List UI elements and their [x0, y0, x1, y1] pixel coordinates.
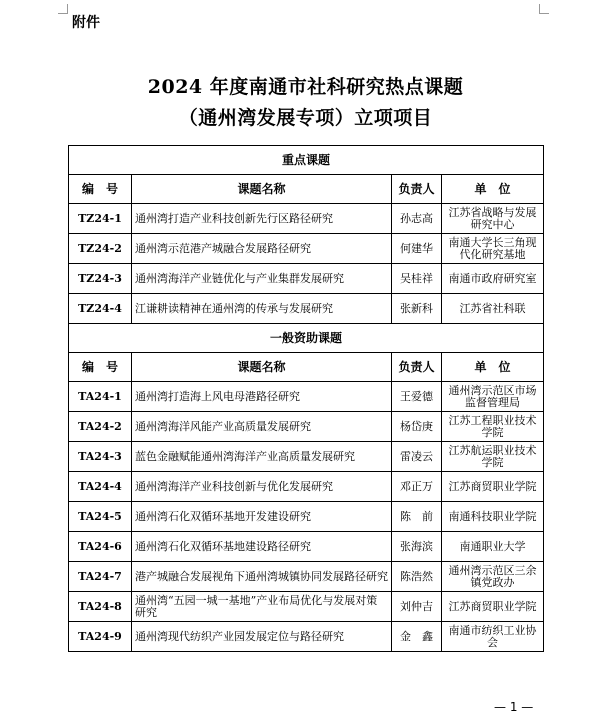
cell-person: 杨岱庚: [392, 412, 442, 442]
section-title: 重点课题: [69, 146, 544, 175]
cell-unit: 南通职业大学: [442, 532, 544, 562]
cell-code: TZ24-3: [69, 264, 132, 294]
column-header-person: 负责人: [392, 175, 442, 204]
table-row: [69, 592, 544, 622]
cell-person: 雷凌云: [392, 442, 442, 472]
cell-code: TA24-6: [69, 532, 132, 562]
cell-unit: 江苏省社科联: [442, 294, 544, 324]
section-header-row: [69, 146, 544, 175]
document-title-line2: （通州湾发展专项）立项项目: [178, 107, 433, 129]
table-row: [69, 264, 544, 294]
cell-code: TA24-4: [69, 472, 132, 502]
cell-unit: 通州湾示范区三余镇党政办: [442, 562, 544, 592]
cell-name: 蓝色金融赋能通州湾海洋产业高质量发展研究: [132, 442, 392, 472]
section-header-row: [69, 324, 544, 353]
column-header-name: 课题名称: [132, 175, 392, 204]
cell-name: 通州湾示范港产城融合发展路径研究: [132, 234, 392, 264]
cell-code: TA24-7: [69, 562, 132, 592]
table-row: [69, 294, 544, 324]
column-header-code: 编 号: [69, 353, 132, 382]
cell-code: TA24-2: [69, 412, 132, 442]
cell-unit: 江苏商贸职业学院: [442, 592, 544, 622]
table-row: [69, 472, 544, 502]
section-title: 一般资助课题: [69, 324, 544, 353]
cell-unit: 江苏省战略与发展研究中心: [442, 204, 544, 234]
cell-person: 张新科: [392, 294, 442, 324]
project-table-body: [69, 146, 544, 652]
cell-unit: 南通市政府研究室: [442, 264, 544, 294]
cell-person: 刘仲吉: [392, 592, 442, 622]
cell-name: 通州湾海洋风能产业高质量发展研究: [132, 412, 392, 442]
column-header-person: 负责人: [392, 353, 442, 382]
table-row: [69, 412, 544, 442]
cell-person: 邓正万: [392, 472, 442, 502]
column-header-code: 编 号: [69, 175, 132, 204]
cell-name: 通州湾现代纺织产业园发展定位与路径研究: [132, 622, 392, 652]
cell-code: TA24-1: [69, 382, 132, 412]
cell-code: TA24-8: [69, 592, 132, 622]
cell-code: TA24-9: [69, 622, 132, 652]
table-row: [69, 442, 544, 472]
cell-person: 张海滨: [392, 532, 442, 562]
cell-name: 通州湾打造海上风电母港路径研究: [132, 382, 392, 412]
cell-code: TZ24-4: [69, 294, 132, 324]
cell-person: 金 鑫: [392, 622, 442, 652]
cell-unit: 南通市纺织工业协会: [442, 622, 544, 652]
cell-name: 通州湾石化双循环基地开发建设研究: [132, 502, 392, 532]
cell-person: 陈浩然: [392, 562, 442, 592]
cell-name: 通州湾“五园一城一基地”产业布局优化与发展对策研究: [132, 592, 392, 622]
cell-unit: 南通大学长三角现代化研究基地: [442, 234, 544, 264]
page-corner-mark-left: [58, 4, 68, 14]
cell-code: TA24-3: [69, 442, 132, 472]
cell-name: 通州湾石化双循环基地建设路径研究: [132, 532, 392, 562]
table-row: [69, 502, 544, 532]
column-header-unit: 单 位: [442, 353, 544, 382]
cell-name: 通州湾打造产业科技创新先行区路径研究: [132, 204, 392, 234]
cell-name: 通州湾海洋产业科技创新与优化发展研究: [132, 472, 392, 502]
column-header-row: [69, 353, 544, 382]
document-title-line1: 2024 年度南通市社科研究热点课题: [147, 76, 464, 98]
cell-unit: 江苏航运职业技术学院: [442, 442, 544, 472]
table-row: [69, 204, 544, 234]
table-row: [69, 532, 544, 562]
cell-name: 江谦耕读精神在通州湾的传承与发展研究: [132, 294, 392, 324]
column-header-row: [69, 175, 544, 204]
page-corner-mark-right: [539, 4, 549, 14]
cell-person: 王爱德: [392, 382, 442, 412]
column-header-name: 课题名称: [132, 353, 392, 382]
table-row: [69, 234, 544, 264]
cell-person: 何建华: [392, 234, 442, 264]
cell-name: 港产城融合发展视角下通州湾城镇协同发展路径研究: [132, 562, 392, 592]
table-row: [69, 382, 544, 412]
cell-person: 孙志高: [392, 204, 442, 234]
project-table: [68, 145, 544, 652]
cell-code: TZ24-2: [69, 234, 132, 264]
cell-name: 通州湾海洋产业链优化与产业集群发展研究: [132, 264, 392, 294]
table-row: [69, 562, 544, 592]
cell-unit: 江苏工程职业技术学院: [442, 412, 544, 442]
cell-unit: 南通科技职业学院: [442, 502, 544, 532]
cell-unit: 通州湾示范区市场监督管理局: [442, 382, 544, 412]
attachment-label: 附件: [72, 15, 100, 31]
cell-person: 吴桂祥: [392, 264, 442, 294]
page-number: — 1 —: [494, 700, 534, 714]
cell-code: TZ24-1: [69, 204, 132, 234]
column-header-unit: 单 位: [442, 175, 544, 204]
cell-code: TA24-5: [69, 502, 132, 532]
cell-unit: 江苏商贸职业学院: [442, 472, 544, 502]
table-row: [69, 622, 544, 652]
cell-person: 陈 前: [392, 502, 442, 532]
